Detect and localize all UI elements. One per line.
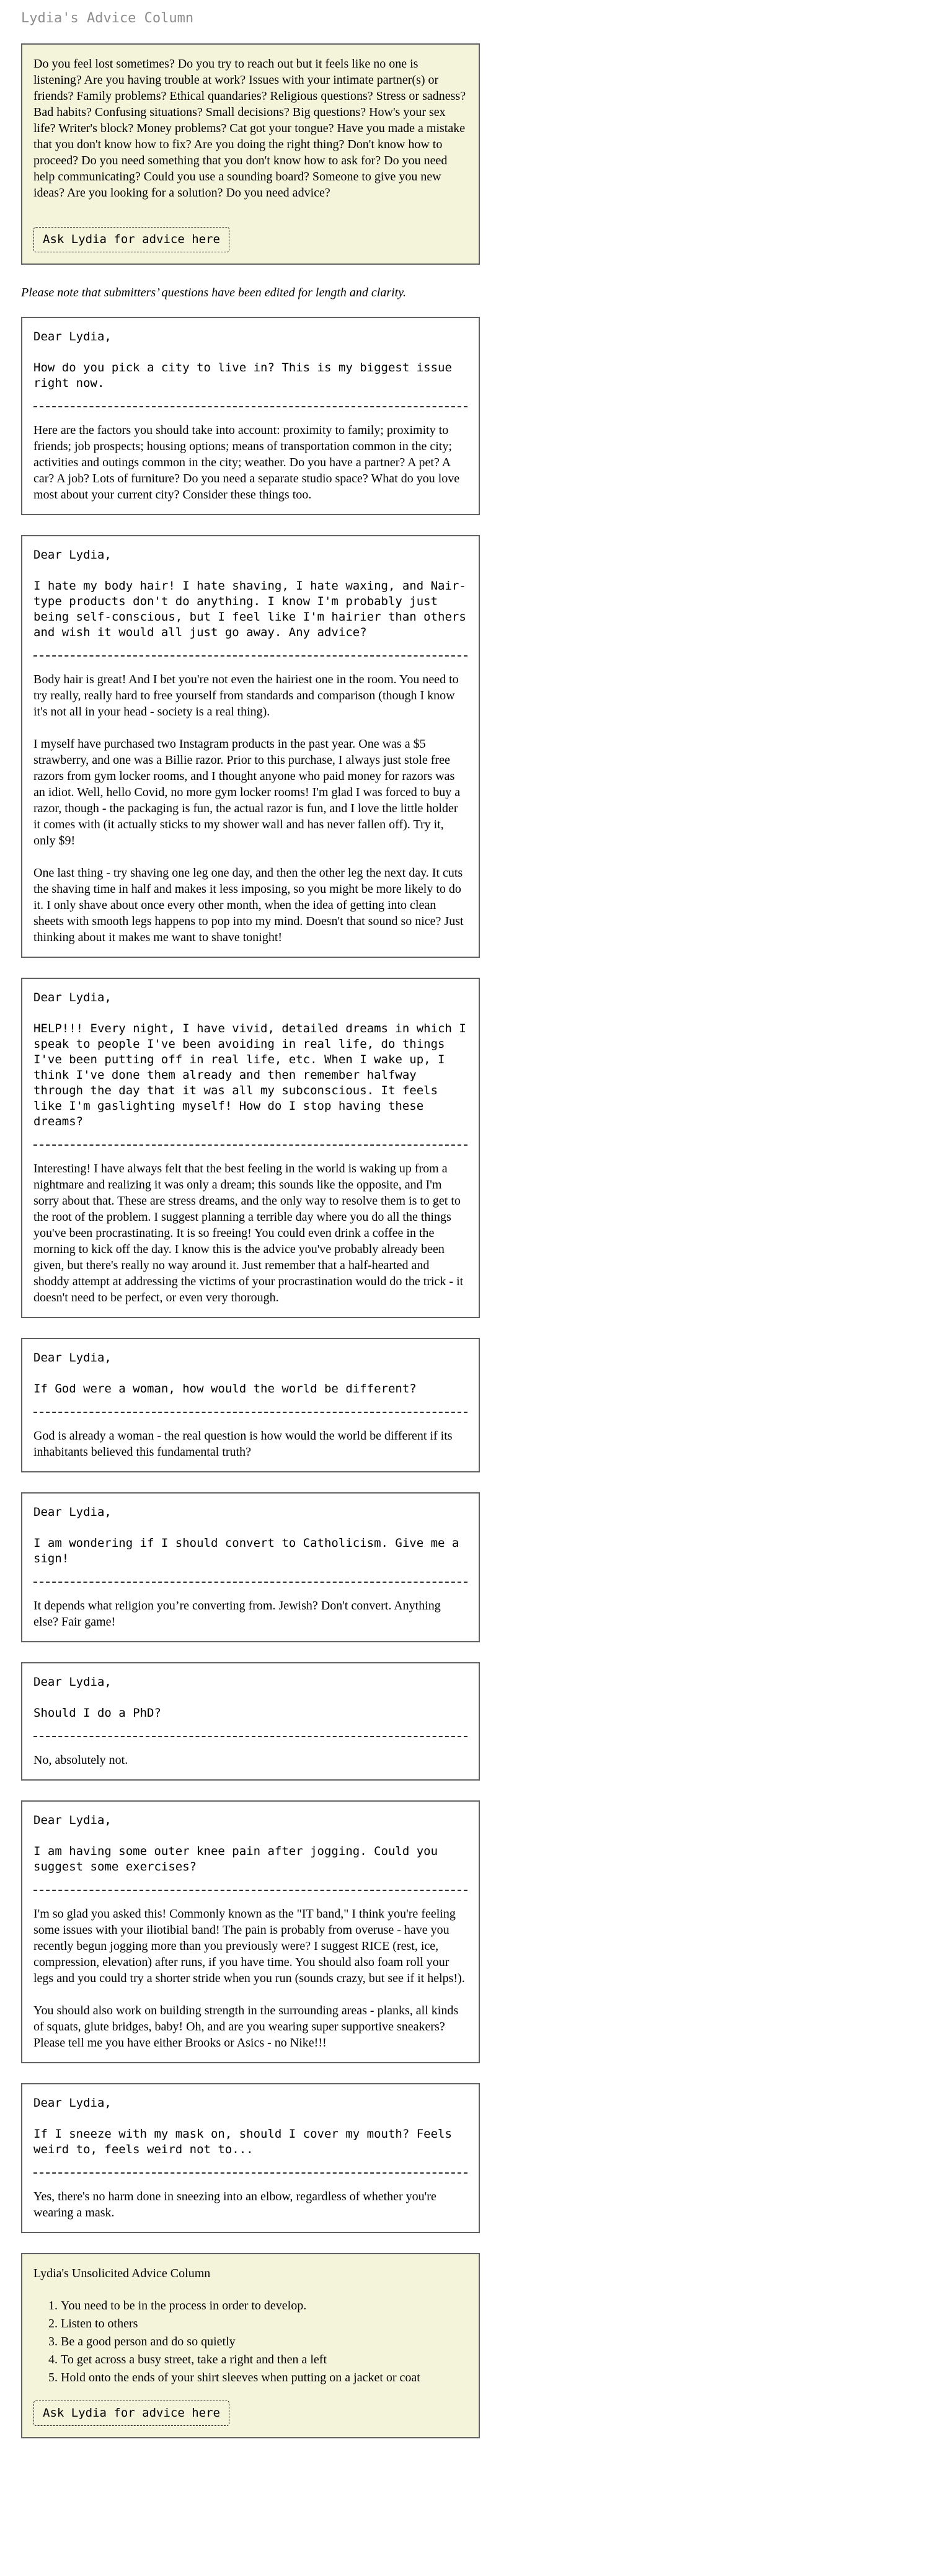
- ask-lydia-button[interactable]: Ask Lydia for advice here: [33, 2401, 229, 2426]
- salutation: Dear Lydia,: [33, 1351, 112, 1365]
- answer-text: One last thing - try shaving one leg one day, and then the other leg the next day. It cuts the shaving time in half and makes it less imposing, so you might be more likely to do it. I only shave about once every other month, when the idea of getting into clean sheets with smooth legs happens to pop into my mind. Doesn't that sound so nice? Just thinking about it makes me want to shave tonight!: [33, 866, 464, 944]
- list-item: 2. Listen to others: [61, 2316, 467, 2332]
- list-item: 5. Hold onto the ends of your shirt sleeves when putting on a jacket or coat: [61, 2370, 467, 2386]
- divider: [33, 406, 467, 407]
- intro-text: Do you feel lost sometimes? Do you try to reach out but it feels like no one is listening? Are you having trouble at work? Issues with your intimate partner(s) or friends? Family problems? Ethical quandaries? Religious questions? Stress or sadness? Bad habits? Confusing situations? Small decisions? Big questions? How's your sex life? Writer's block? Money problems? Cat got your tongue? Have you made a mistake that you don't know how to fix? Are you doing the right thing? Don't know how to proceed? Do you need something that you don't know how to ask for? Do you need help communicating? Could you use a sounding board? Someone to give you new ideas? Are you looking for a solution? Do you need advice?: [33, 57, 466, 200]
- answer-text: I myself have purchased two Instagram products in the past year. One was a $5 strawberry, and one was a Billie razor. Prior to this purchase, I always just stole free razors from gym locker rooms, and I thought anyone who paid money for razors was an idiot. Well, hello Covid, no more gym locker rooms! I'm glad I was forced to buy a razor, though - the packaging is fun, the actual razor is fun, and I love the little holder it comes with (it actually sticks to my shower wall and has never fallen off). Try it, only $9!: [33, 737, 461, 848]
- unsolicited-title: Lydia's Unsolicited Advice Column: [33, 2267, 211, 2280]
- intro-box: [21, 43, 480, 265]
- question-text: HELP!!! Every night, I have vivid, detailed dreams in which I speak to people I've been avoiding in real life, do things I've been putting off in real life, etc. When I wake up, I think I've done them already and then remember halfway through the day that it was all my subconscious. It feels like I'm gaslighting myself! How do I stop having these dreams?: [33, 1022, 466, 1128]
- list-item: 3. Be a good person and do so quietly: [61, 2334, 467, 2350]
- qa-box-phd: [21, 1662, 480, 1781]
- question-text: I am having some outer knee pain after jogging. Could you suggest some exercises?: [33, 1844, 438, 1874]
- editorial-note: Please note that submitters’ questions have been edited for length and clarity.: [21, 286, 407, 299]
- question-text: I am wondering if I should convert to Catholicism. Give me a sign!: [33, 1536, 459, 1565]
- answer-text: No, absolutely not.: [33, 1753, 128, 1767]
- question-text: Should I do a PhD?: [33, 1706, 161, 1720]
- answer-text: Interesting! I have always felt that the best feeling in the world is waking up from a nightmare and realizing it was only a dream; this sounds like the opposite, and I'm sorry about that. These are stress dreams, and the only way to resolve them is to get to the root of the problem. I suggest planning a terrible day where you do all the things you've been procrastinating. It is so freeing! You could even drink a coffee in the morning to kick off the day. I know this is the advice you've probably already been given, but there's really no way around it. Just remember that a half-hearted and shoddy attempt at addressing the victims of your procrastination would do the trick - it doesn't need to be perfect, or even very thorough.: [33, 1162, 464, 1304]
- unsolicited-advice-box: [21, 2253, 480, 2438]
- salutation: Dear Lydia,: [33, 2096, 112, 2110]
- salutation: Dear Lydia,: [33, 1505, 112, 1519]
- answer-text: I'm so glad you asked this! Commonly known as the "IT band," I think you're feeling some issues with your iliotibial band! The pain is probably from overuse - have you recently begun jogging more than you previously were? I suggest RICE (rest, ice, compression, elevation) after runs, if you have time. You should also foam roll your legs and you could try a shorter stride when you run (sounds crazy, but see if it helps!).: [33, 1907, 465, 1985]
- qa-box-dreams: [21, 978, 480, 1318]
- answer-text: Body hair is great! And I bet you're not even the hairiest one in the room. You need to try really, really hard to free yourself from standards and comparison (though I know it's not all in your head - society is a real thing).: [33, 673, 459, 719]
- question-text: I hate my body hair! I hate shaving, I hate waxing, and Nair-type products don't do anything. I know I'm probably just being self-conscious, but I feel like I'm hairier than others and wish it would all just go away. Any advice?: [33, 579, 466, 639]
- divider: [33, 1582, 467, 1583]
- unsolicited-advice-list: [33, 2298, 467, 2386]
- divider: [33, 2172, 467, 2174]
- salutation: Dear Lydia,: [33, 1675, 112, 1689]
- qa-box-city: [21, 317, 480, 515]
- divider: [33, 1412, 467, 1413]
- ask-lydia-button[interactable]: Ask Lydia for advice here: [33, 227, 229, 252]
- divider: [33, 1890, 467, 1891]
- answer-text: It depends what religion you’re converting from. Jewish? Don't convert. Anything else? Fair game!: [33, 1599, 441, 1629]
- page: [21, 0, 480, 2438]
- question-text: If God were a woman, how would the world be different?: [33, 1382, 417, 1396]
- qa-box-sneeze: [21, 2083, 480, 2233]
- qa-box-catholicism: [21, 1492, 480, 1642]
- answer-text: God is already a woman - the real question is how would the world be different if its inhabitants believed this fundamental truth?: [33, 1429, 453, 1459]
- salutation: Dear Lydia,: [33, 1813, 112, 1827]
- divider: [33, 655, 467, 657]
- salutation: Dear Lydia,: [33, 991, 112, 1004]
- salutation: Dear Lydia,: [33, 330, 112, 343]
- page-title: Lydia's Advice Column: [21, 11, 194, 26]
- divider: [33, 1144, 467, 1146]
- question-text: How do you pick a city to live in? This is my biggest issue right now.: [33, 361, 452, 390]
- qa-box-knee-pain: [21, 1800, 480, 2063]
- answer-text: Yes, there's no harm done in sneezing into an elbow, regardless of whether you're wearing a mask.: [33, 2190, 436, 2220]
- list-item: 1. You need to be in the process in order to develop.: [61, 2298, 467, 2314]
- salutation: Dear Lydia,: [33, 548, 112, 562]
- list-item: 4. To get across a busy street, take a right and then a left: [61, 2352, 467, 2368]
- question-text: If I sneeze with my mask on, should I cover my mouth? Feels weird to, feels weird not to...: [33, 2127, 452, 2156]
- answer-text: Here are the factors you should take into account: proximity to family; proximity to friends; job prospects; housing options; means of transportation common in the city; activities and outings common in the city; weather. Do you have a partner? A pet? A car? A job? Lots of furniture? Do you need a separate studio space? What do you love most about your current city? Consider these things too.: [33, 423, 460, 502]
- qa-box-body-hair: [21, 535, 480, 958]
- divider: [33, 1736, 467, 1737]
- qa-box-god: [21, 1338, 480, 1472]
- answer-text: You should also work on building strength in the surrounding areas - planks, all kinds of squats, glute bridges, baby! Oh, and are you wearing super supportive sneakers? Please tell me you have either Brooks or Asics - no Nike!!!: [33, 2004, 459, 2050]
